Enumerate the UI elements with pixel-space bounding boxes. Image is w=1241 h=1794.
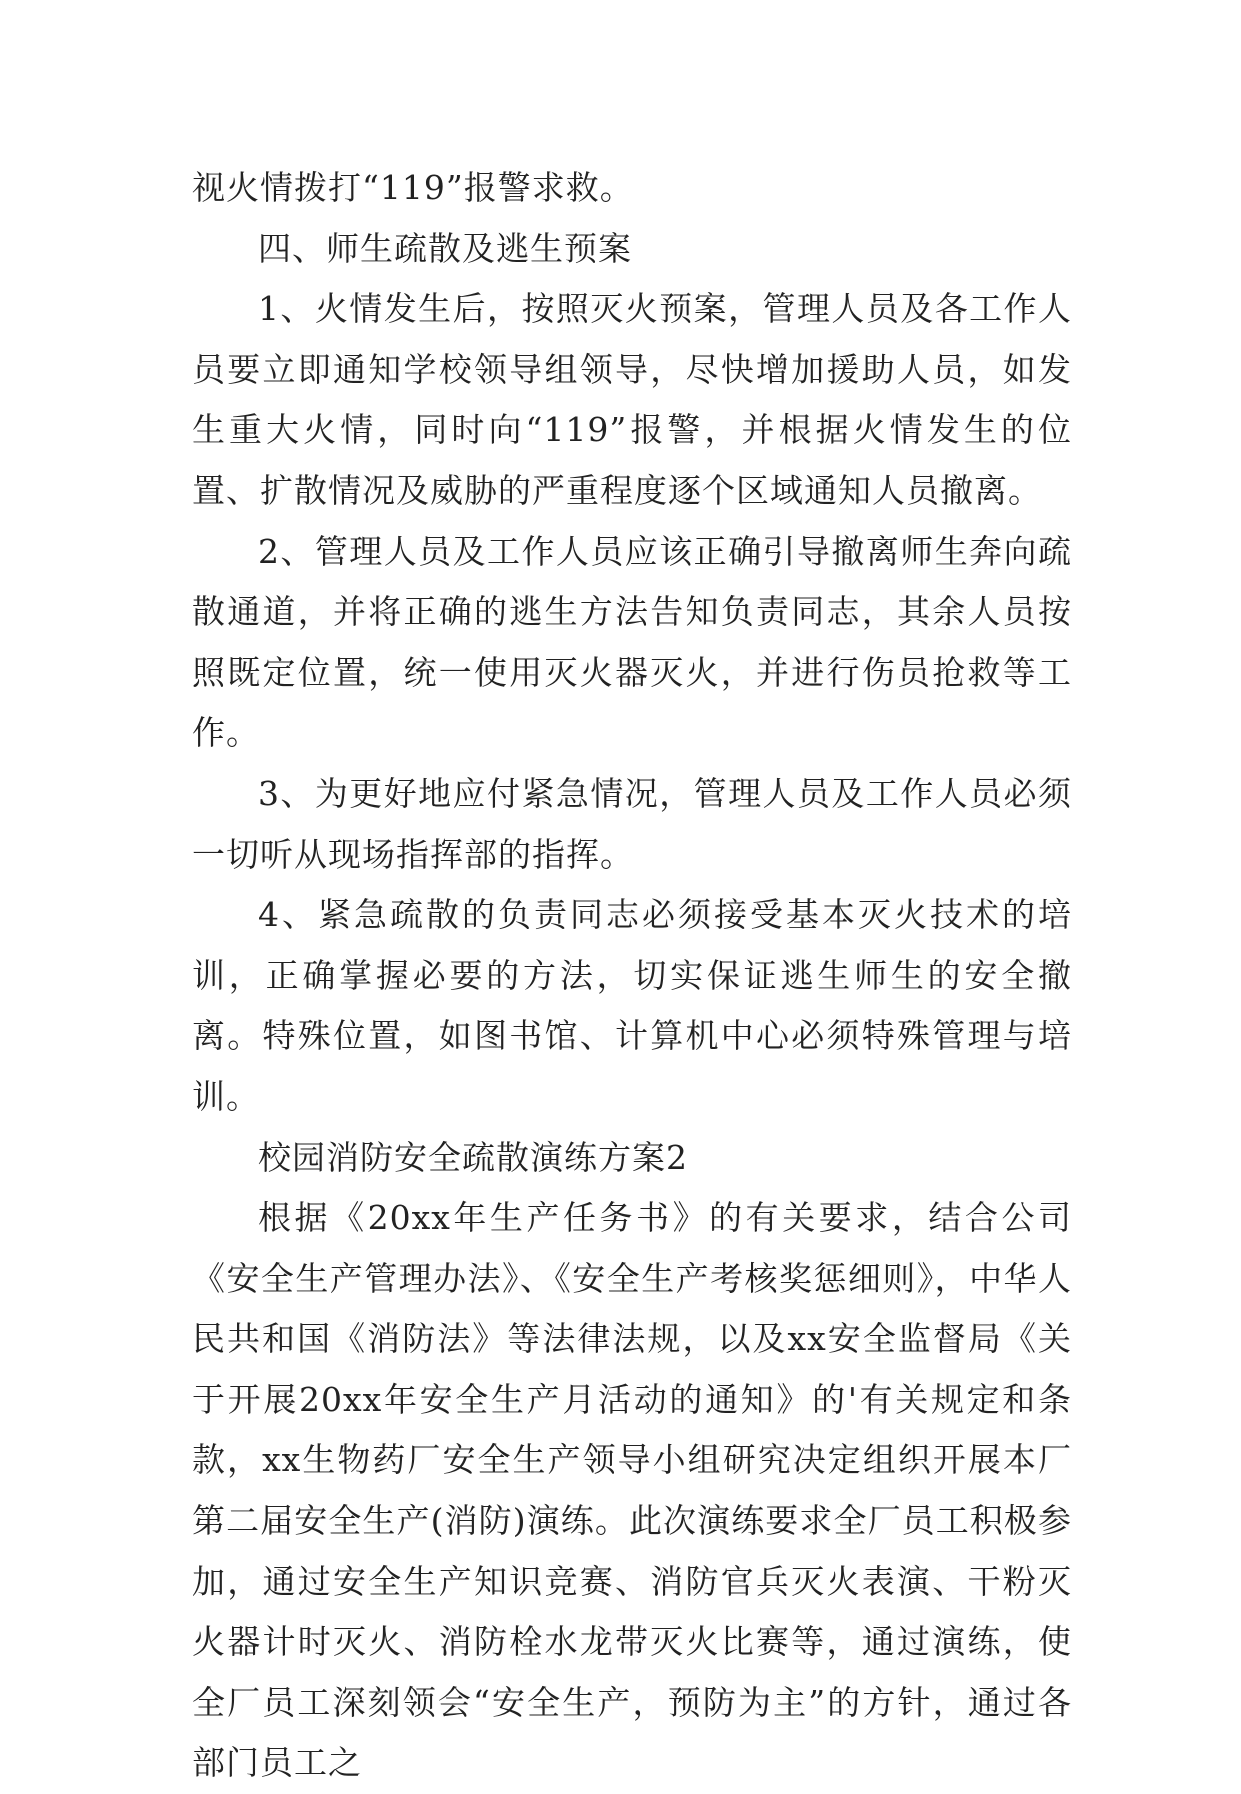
paragraph-item-1: 1、火情发生后，按照灭火预案，管理人员及各工作人员要立即通知学校领导组领导，尽快增加援助人员，如发生重大火情，同时向“119”报警，并根据火情发生的位置、扩散情况及威胁的严重程度逐个区域通知人员撤离。 (192, 289, 1072, 510)
paragraph-plan-2-intro: 根据《20xx年生产任务书》的有关要求，结合公司《安全生产管理办法》、《安全生产考核奖惩细则》，中华人民共和国《消防法》等法律法规，以及xx安全监督局《关于开展20xx年安全生产月活动的通知》的'有关规定和条款，xx生物药厂安全生产领导小组研究决定组织开展本厂第二届安全生产(消防)演练。此次演练要求全厂员工积极参加，通过安全生产知识竞赛、消防官兵灭火表演、干粉灭火器计时灭火、消防栓水龙带灭火比赛等，通过演练，使全厂员工深刻领会“安全生产，预防为主”的方针，通过各部门员工之 (192, 1198, 1072, 1783)
paragraph-item-3: 3、为更好地应付紧急情况，管理人员及工作人员必须一切听从现场指挥部的指挥。 (192, 773, 1072, 874)
paragraph-fire-alarm-continuation: 视火情拨打“119”报警求救。 (192, 168, 634, 207)
section-heading-evacuation-plan: 四、师生疏散及逃生预案 (258, 228, 632, 268)
paragraph-item-4: 4、紧急疏散的负责同志必须接受基本灭火技术的培训，正确掌握必要的方法，切实保证逃生师生的安全撤离。特殊位置，如图书馆、计算机中心必须特殊管理与培训。 (192, 895, 1072, 1116)
section-title-plan-2: 校园消防安全疏散演练方案2 (258, 1137, 688, 1177)
paragraph-item-2: 2、管理人员及工作人员应该正确引导撤离师生奔向疏散通道，并将正确的逃生方法告知负责同志，其余人员按照既定位置，统一使用灭火器灭火，并进行伤员抢救等工作。 (192, 531, 1072, 753)
document-body (192, 158, 1072, 1794)
